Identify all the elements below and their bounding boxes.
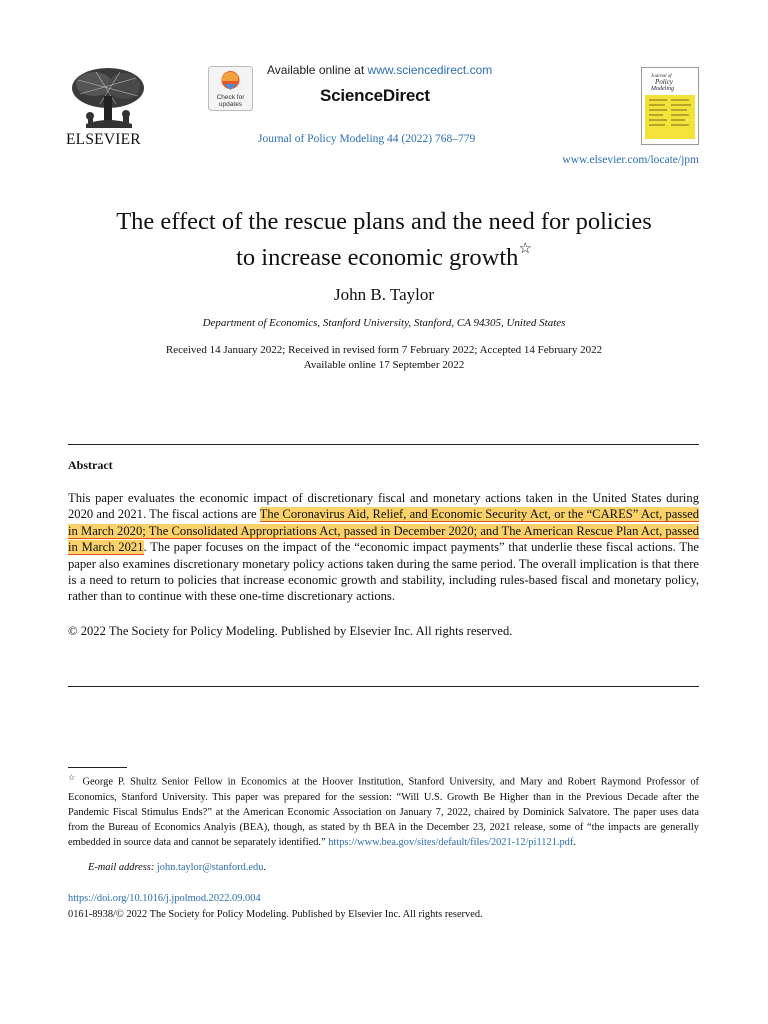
abstract-text-start: This paper evaluates the economic impact of discretionary fiscal and monetary actions taken in the United States during 2020 and 2021. The fiscal actions are: [68, 491, 699, 522]
email-suffix: .: [263, 862, 267, 873]
title-line-2-text: to increase economic growth: [236, 244, 519, 272]
title-line-2: [60, 237, 708, 273]
abstract-copyright: © 2022 The Society for Policy Modeling. Published by Elsevier Inc. All rights reserved.: [68, 624, 513, 638]
badge-text-1: Check for: [216, 94, 245, 101]
abstract-body: [68, 490, 699, 605]
abstract-heading: Abstract: [68, 458, 113, 472]
footnote-text: George P. Shultz Senior Fellow in Economics at the Hoover Institution, Stanford University, and Mary and Robert Raymond Professor of Economics, Stanford University. This paper was prepared for the session: “Will U.S. Growth Be Higher than in the Previous Decade after the Pandemic Fiscal Stimulus Ends?” at the American Economic Association on January 7, 2022, chaired by Dominick Salvatore. The paper uses data from the Bureau of Economics Analyis (BEA), though, as stated by th BEA in the December 23, 2021 release, some of “the impacts are generally embedded in source data and cannot be separately identified.”: [68, 776, 699, 849]
affiliation: Department of Economics, Stanford University, Stanford, CA 94305, United States: [202, 317, 566, 329]
footnote: [68, 770, 699, 850]
abstract-highlight[interactable]: The Coronavirus Aid, Relief, and Economic Security Act, or the “CARES” Act, passed in March 2020; The Consolidated Appropriations Act, passed in December 2020; and The American Rescue Plan Act, passed in March 2021: [68, 507, 700, 555]
dates-available: Available online 17 September 2022: [303, 359, 465, 371]
email-line: [88, 862, 266, 873]
divider-bottom: [68, 686, 699, 687]
title-footnote-mark[interactable]: ☆: [518, 241, 532, 257]
footnote-mark: ☆: [68, 773, 78, 782]
footnote-link-suffix: .: [573, 837, 576, 849]
cover-line-3: Modeling: [651, 86, 674, 92]
issn-copyright: 0161-8938/© 2022 The Society for Policy Modeling. Published by Elsevier Inc. All rights reserved.: [68, 909, 483, 920]
doi-link[interactable]: https://doi.org/10.1016/j.jpolmod.2022.09.004: [68, 893, 261, 904]
email-label: E-mail address:: [88, 862, 155, 873]
email-link[interactable]: john.taylor@stanford.edu: [156, 862, 264, 873]
badge-text-2: updates: [218, 101, 243, 108]
bea-link[interactable]: https://www.bea.gov/sites/default/files/2021-12/pi1121.pdf: [328, 837, 574, 849]
article-dates: [0, 343, 768, 373]
dates-received: Received 14 January 2022; Received in revised form 7 February 2022; Accepted 14 February 2022: [165, 344, 603, 356]
available-online: [267, 63, 492, 77]
check-for-updates-badge[interactable]: [208, 66, 253, 111]
journal-cover: [641, 67, 699, 145]
divider-top: [68, 444, 699, 445]
journal-homepage-link[interactable]: www.elsevier.com/locate/jpm: [562, 154, 699, 166]
journal-reference[interactable]: Journal of Policy Modeling 44 (2022) 768–779: [258, 133, 476, 145]
publisher-name: ELSEVIER: [66, 131, 141, 148]
article-title: [60, 206, 708, 273]
cover-line-2: Policy: [655, 78, 673, 86]
cover-line-1: Journal of: [651, 74, 672, 79]
abstract-text-end: . The paper focuses on the impact of the “economic impact payments” that underlie these fiscal actions. The paper also examines discretionary monetary policy actions taken during the same period. The overall implication is that there is a need to return to policies that increase economic growth and stability, including rules-based fiscal and monetary policy, rather than to continue with these one-time discretionary actions.: [68, 540, 699, 604]
sciencedirect-link[interactable]: www.sciencedirect.com: [367, 63, 493, 77]
footnote-rule: [68, 767, 127, 768]
sciencedirect-logo: ScienceDirect: [320, 86, 430, 105]
author-name[interactable]: John B. Taylor: [333, 285, 435, 304]
available-prefix: Available online at: [267, 63, 368, 77]
title-line-1: The effect of the rescue plans and the need for policies: [116, 208, 652, 235]
